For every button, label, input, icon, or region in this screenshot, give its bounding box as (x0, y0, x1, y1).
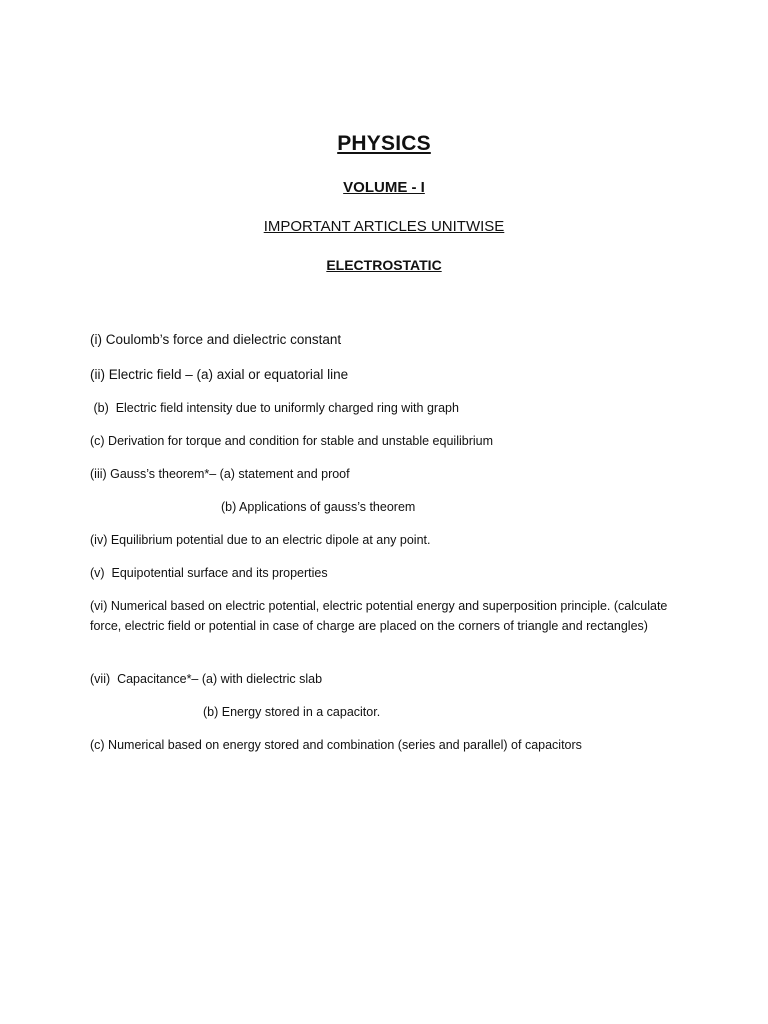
article-item-10: (vii) Capacitance*– (a) with dielectric slab (90, 672, 323, 686)
unit-heading: ELECTROSTATIC (326, 257, 442, 273)
article-item-2: (ii) Electric field – (a) axial or equatorial line (90, 367, 349, 382)
article-item-1: (i) Coulomb’s force and dielectric constant (90, 332, 342, 347)
article-item-4: (c) Derivation for torque and condition for stable and unstable equilibrium (90, 434, 494, 448)
article-item-12: (c) Numerical based on energy stored and combination (series and parallel) of capacitors (90, 738, 582, 752)
article-item-6: (b) Applications of gauss’s theorem (221, 500, 416, 514)
volume-heading: VOLUME - I (343, 179, 425, 196)
article-item-11: (b) Energy stored in a capacitor. (203, 705, 381, 719)
document-title: PHYSICS (337, 132, 431, 155)
article-item-9: (vi) Numerical based on electric potential, electric potential energy and superposition principle. (calculate force, electric field or potential in case of charge are placed on the corners of triangle and rectangles) (90, 599, 668, 633)
article-item-7: (iv) Equilibrium potential due to an electric dipole at any point. (90, 533, 431, 547)
article-item-8: (v) Equipotential surface and its properties (90, 566, 328, 580)
subtitle-heading: IMPORTANT ARTICLES UNITWISE (263, 218, 505, 235)
article-item-3: (b) Electric field intensity due to uniformly charged ring with graph (90, 401, 459, 415)
article-item-5: (iii) Gauss’s theorem*– (a) statement and proof (90, 467, 350, 481)
